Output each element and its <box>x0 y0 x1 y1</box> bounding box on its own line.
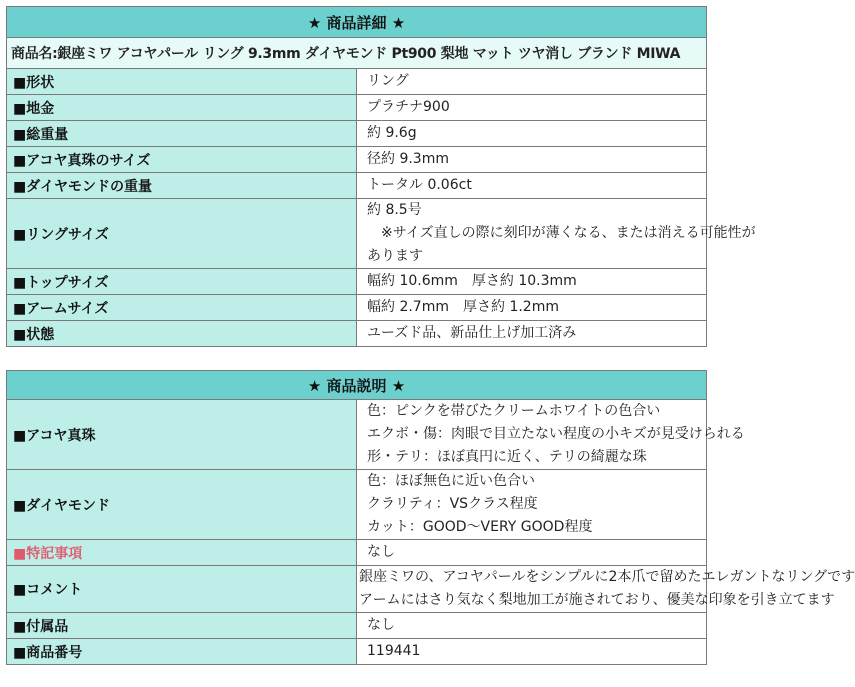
row-value-comment: 銀座ミワの、アコヤパールをシンプルに2本爪で留めたエレガントなリングです アームにはさり気なく梨地加工が施されており、優美な印象を引き立てます <box>357 566 707 613</box>
row-value-total-weight: 約 9.6g <box>357 121 707 147</box>
table-row <box>7 121 707 147</box>
product-name: 商品名:銀座ミワ アコヤパール リング 9.3mm ダイヤモンド Pt900 梨地 マット ツヤ消し ブランド MIWA <box>7 38 707 69</box>
row-label-comment: ■コメント <box>7 566 357 613</box>
row-label-pearl-size: ■アコヤ真珠のサイズ <box>7 147 357 173</box>
row-value-arm-size: 幅約 2.7mm 厚さ約 1.2mm <box>357 295 707 321</box>
table-row <box>7 540 707 566</box>
detail-header: ★ 商品詳細 ★ <box>7 7 707 38</box>
row-label-special-notes: ■特記事項 <box>7 540 357 566</box>
table-row <box>7 470 707 540</box>
row-label-total-weight: ■総重量 <box>7 121 357 147</box>
row-label-product-number: ■商品番号 <box>7 639 357 665</box>
table-row <box>7 69 707 95</box>
table-row <box>7 199 707 269</box>
product-description-table <box>6 370 855 665</box>
row-label-diamond: ■ダイヤモンド <box>7 470 357 540</box>
row-value-pearl-size: 径約 9.3mm <box>357 147 707 173</box>
table-row <box>7 639 707 665</box>
row-label-ring-size: ■リングサイズ <box>7 199 357 269</box>
row-value-special-notes: なし <box>357 540 707 566</box>
description-header: ★ 商品説明 ★ <box>7 371 707 400</box>
row-value-diamond-weight: トータル 0.06ct <box>357 173 707 199</box>
row-value-ring-size: 約 8.5号 ※サイズ直しの際に刻印が薄くなる、または消える可能性が あります <box>357 199 707 269</box>
table-row <box>7 613 707 639</box>
row-value-akoya-pearl: 色：ピンクを帯びたクリームホワイトの色合い エクボ・傷：肉眼で目立たない程度の小キズが見受けられる 形・テリ：ほぼ真円に近く、テリの綺麗な珠 <box>357 400 707 470</box>
row-value-top-size: 幅約 10.6mm 厚さ約 10.3mm <box>357 269 707 295</box>
row-value-condition: ユーズド品、新品仕上げ加工済み <box>357 321 707 347</box>
row-label-shape: ■形状 <box>7 69 357 95</box>
table-row <box>7 173 707 199</box>
table-row <box>7 295 707 321</box>
row-label-arm-size: ■アームサイズ <box>7 295 357 321</box>
row-value-metal: プラチナ900 <box>357 95 707 121</box>
row-value-product-number: 119441 <box>357 639 707 665</box>
row-label-akoya-pearl: ■アコヤ真珠 <box>7 400 357 470</box>
row-label-diamond-weight: ■ダイヤモンドの重量 <box>7 173 357 199</box>
row-label-condition: ■状態 <box>7 321 357 347</box>
row-value-accessories: なし <box>357 613 707 639</box>
row-value-shape: リング <box>357 69 707 95</box>
row-label-metal: ■地金 <box>7 95 357 121</box>
table-row <box>7 269 707 295</box>
row-label-top-size: ■トップサイズ <box>7 269 357 295</box>
table-row <box>7 566 707 613</box>
table-row <box>7 147 707 173</box>
row-value-diamond: 色：ほぼ無色に近い色合い クラリティ：VSクラス程度 カット：GOOD～VERY GOOD程度 <box>357 470 707 540</box>
table-row <box>7 321 707 347</box>
table-row <box>7 400 707 470</box>
product-detail-table <box>6 6 756 347</box>
table-row <box>7 95 707 121</box>
row-label-accessories: ■付属品 <box>7 613 357 639</box>
